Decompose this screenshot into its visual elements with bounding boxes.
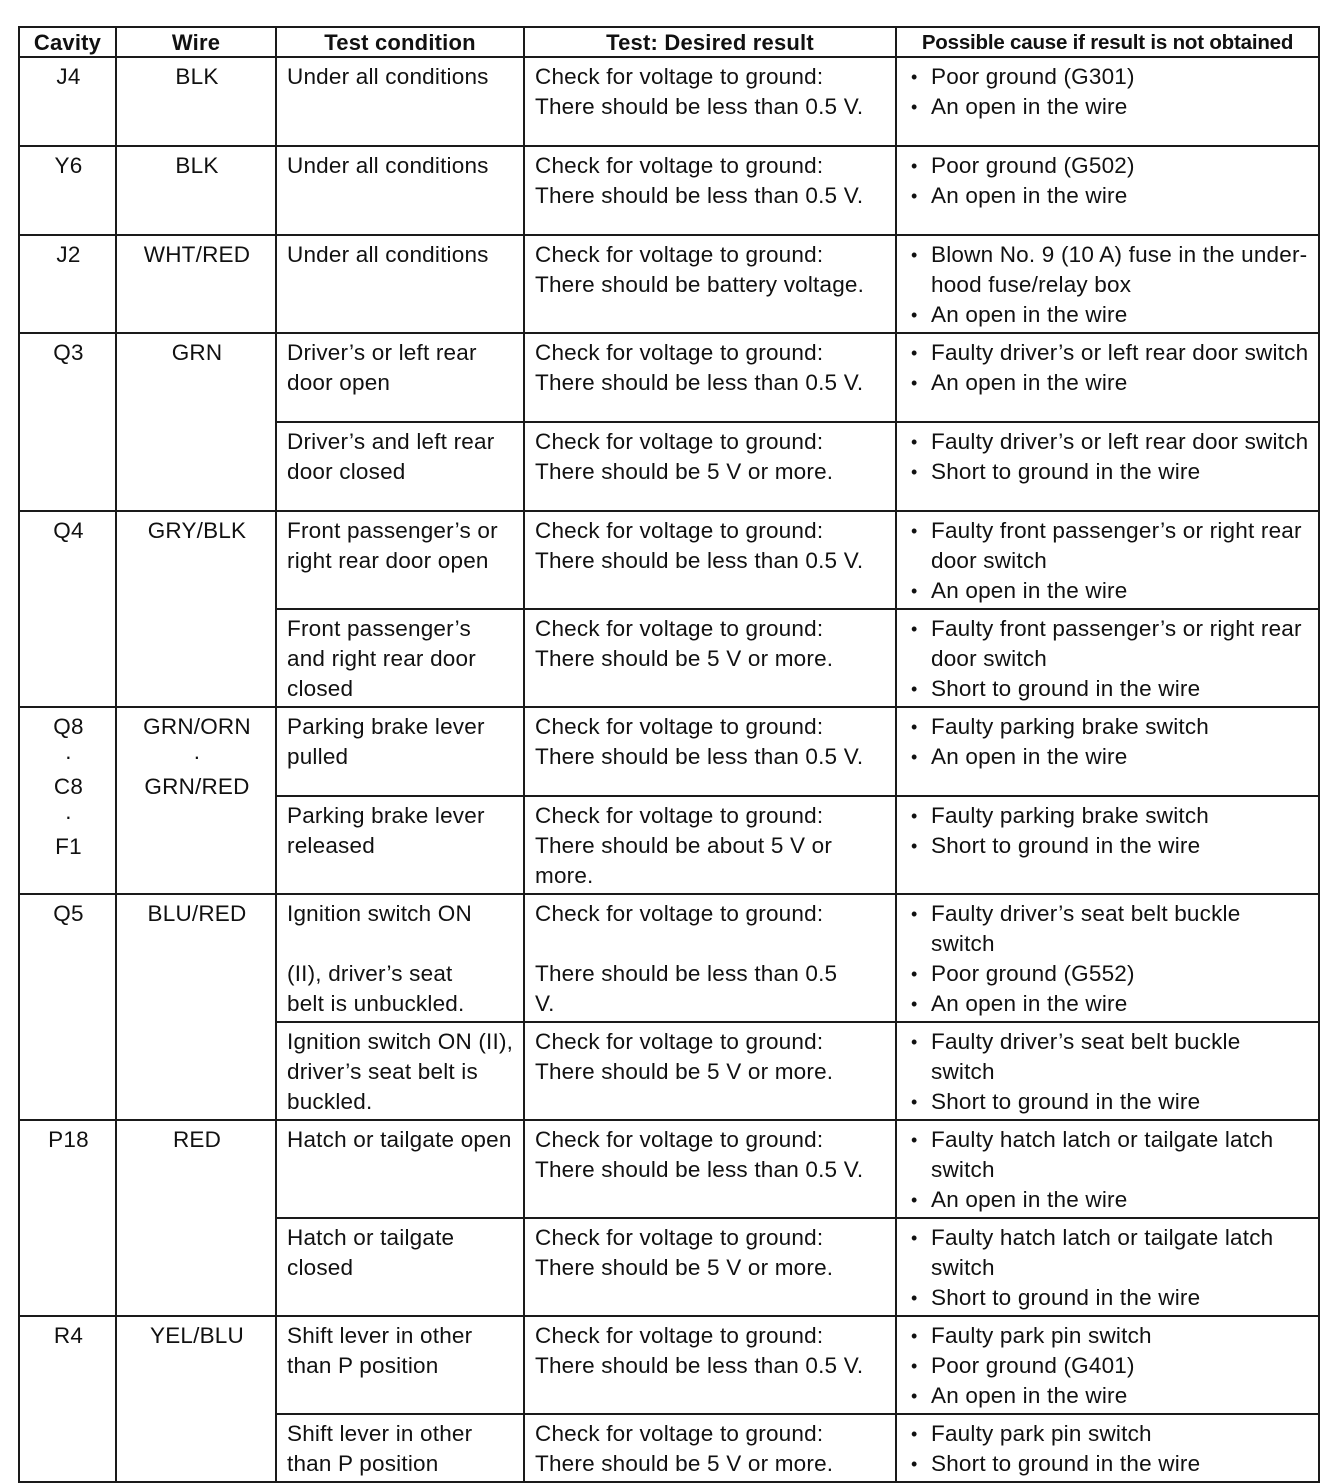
header-test-condition: Test condition bbox=[276, 27, 524, 57]
cavity-cell-line: Q3 bbox=[53, 340, 84, 365]
desired-result-cell: Check for voltage to ground: There should be 5 V or more. bbox=[524, 1414, 896, 1482]
cause-item: • Poor ground (G401) bbox=[907, 1351, 1310, 1381]
cavity-cell-line: Q5 bbox=[53, 901, 84, 926]
wire-cell bbox=[116, 333, 276, 511]
table-body bbox=[19, 57, 1319, 1482]
cause-item: • An open in the wire bbox=[907, 300, 1310, 330]
possible-cause-cell bbox=[896, 146, 1319, 235]
cause-item: • An open in the wire bbox=[907, 989, 1310, 1019]
desired-result-cell: Check for voltage to ground: There should be less than 0.5 V. bbox=[524, 1120, 896, 1218]
test-condition-cell: Driver’s or left rear door open bbox=[276, 333, 524, 422]
test-condition-cell: Under all conditions bbox=[276, 235, 524, 333]
desired-result-cell: Check for voltage to ground: There should be battery voltage. bbox=[524, 235, 896, 333]
cause-item: • Short to ground in the wire bbox=[907, 831, 1310, 861]
desired-result-cell-line: V. bbox=[535, 991, 555, 1016]
cause-list bbox=[907, 62, 1310, 122]
possible-cause-cell bbox=[896, 1218, 1319, 1316]
cavity-cell-line: J2 bbox=[56, 242, 81, 267]
table-row bbox=[19, 57, 1319, 146]
table-row bbox=[19, 707, 1319, 796]
wire-cell bbox=[116, 894, 276, 1120]
possible-cause-cell bbox=[896, 1414, 1319, 1482]
cause-list bbox=[907, 614, 1310, 704]
cause-list bbox=[907, 712, 1310, 772]
wire-cell-line: RED bbox=[172, 1127, 222, 1152]
cavity-cell-line: Q4 bbox=[53, 518, 84, 543]
cause-item: • Faulty parking brake switch bbox=[907, 801, 1310, 831]
cause-item: • Short to ground in the wire bbox=[907, 674, 1310, 704]
cause-item: • Short to ground in the wire bbox=[907, 457, 1310, 487]
desired-result-cell: Check for voltage to ground: There should be about 5 V or more. bbox=[524, 796, 896, 894]
possible-cause-cell bbox=[896, 894, 1319, 1022]
cavity-cell bbox=[19, 235, 116, 333]
header-row bbox=[19, 27, 1319, 57]
cause-list bbox=[907, 1321, 1310, 1411]
cause-item: • Poor ground (G502) bbox=[907, 151, 1310, 181]
test-condition-cell: Front passenger’s and right rear door closed bbox=[276, 609, 524, 707]
cause-item: • Poor ground (G301) bbox=[907, 62, 1310, 92]
cause-item: • An open in the wire bbox=[907, 1381, 1310, 1411]
cause-item: • An open in the wire bbox=[907, 368, 1310, 398]
cavity-cell bbox=[19, 333, 116, 511]
cause-item: • Faulty park pin switch bbox=[907, 1419, 1310, 1449]
table-row bbox=[19, 1120, 1319, 1218]
table-row bbox=[19, 894, 1319, 1022]
cause-list bbox=[907, 1223, 1310, 1313]
cause-item: • Faulty front passenger’s or right rear door switch bbox=[907, 614, 1310, 674]
wire-cell-line: WHT/RED bbox=[143, 242, 251, 267]
possible-cause-cell bbox=[896, 1316, 1319, 1414]
cause-item: • Blown No. 9 (10 A) fuse in the under-hood fuse/relay box bbox=[907, 240, 1310, 300]
wire-cell-line: GRN bbox=[171, 340, 223, 365]
wire-cell bbox=[116, 1316, 276, 1482]
cavity-cell-line: · bbox=[64, 744, 73, 769]
desired-result-cell: Check for voltage to ground: There should be less than 0.5 V. bbox=[524, 57, 896, 146]
test-condition-cell: Under all conditions bbox=[276, 57, 524, 146]
test-condition-cell: Parking brake lever pulled bbox=[276, 707, 524, 796]
cause-item: • Short to ground in the wire bbox=[907, 1283, 1310, 1313]
desired-result-cell: Check for voltage to ground: There should be less than 0.5 V. bbox=[524, 511, 896, 609]
cause-item: • Faulty front passenger’s or right rear door switch bbox=[907, 516, 1310, 576]
possible-cause-cell bbox=[896, 511, 1319, 609]
cause-item: • An open in the wire bbox=[907, 92, 1310, 122]
cavity-cell-line: R4 bbox=[53, 1323, 84, 1348]
cause-list bbox=[907, 1125, 1310, 1215]
cavity-cell-line: J4 bbox=[56, 64, 81, 89]
desired-result-cell: Check for voltage to ground: There should be less than 0.5 V. bbox=[524, 1316, 896, 1414]
cause-list bbox=[907, 240, 1310, 330]
wire-cell-line: GRY/BLK bbox=[147, 518, 247, 543]
cause-list bbox=[907, 151, 1310, 211]
desired-result-cell: Check for voltage to ground: There should be less than 0.5 V. bbox=[524, 146, 896, 235]
header-desired-result: Test: Desired result bbox=[524, 27, 896, 57]
cause-item: • Faulty driver’s or left rear door switch bbox=[907, 338, 1310, 368]
cause-item: • An open in the wire bbox=[907, 576, 1310, 606]
test-condition-cell-gap bbox=[287, 929, 515, 959]
header-cavity: Cavity bbox=[19, 27, 116, 57]
wire-cell bbox=[116, 707, 276, 894]
cavity-cell bbox=[19, 511, 116, 707]
wire-cell-line: BLU/RED bbox=[147, 901, 247, 926]
cavity-cell-line: Q8 bbox=[53, 714, 84, 739]
possible-cause-cell bbox=[896, 796, 1319, 894]
cause-item: • Faulty parking brake switch bbox=[907, 712, 1310, 742]
cause-list bbox=[907, 516, 1310, 606]
cavity-cell-line: F1 bbox=[55, 834, 82, 859]
cavity-cell-line: C8 bbox=[53, 774, 84, 799]
desired-result-cell bbox=[524, 894, 896, 1022]
desired-result-cell: Check for voltage to ground: There should be 5 V or more. bbox=[524, 609, 896, 707]
cause-item: • Faulty hatch latch or tailgate latch switch bbox=[907, 1125, 1310, 1185]
wire-cell-line: YEL/BLU bbox=[150, 1323, 244, 1348]
wire-cell bbox=[116, 57, 276, 146]
test-condition-cell: Parking brake lever released bbox=[276, 796, 524, 894]
wire-cell-line: BLK bbox=[175, 64, 219, 89]
cavity-cell bbox=[19, 1316, 116, 1482]
wire-cell-line: GRN/RED bbox=[144, 774, 250, 799]
cause-item: • Faulty hatch latch or tailgate latch switch bbox=[907, 1223, 1310, 1283]
cavity-cell bbox=[19, 1120, 116, 1316]
possible-cause-cell bbox=[896, 707, 1319, 796]
header-possible-cause: Possible cause if result is not obtained bbox=[896, 27, 1319, 57]
table-row bbox=[19, 146, 1319, 235]
test-condition-cell: Hatch or tailgate open bbox=[276, 1120, 524, 1218]
cause-item: • Faulty driver’s seat belt buckle switch bbox=[907, 899, 1310, 959]
possible-cause-cell bbox=[896, 422, 1319, 511]
cause-item: • Faulty driver’s or left rear door switch bbox=[907, 427, 1310, 457]
header-wire: Wire bbox=[116, 27, 276, 57]
cavity-cell-line: · bbox=[64, 804, 73, 829]
possible-cause-cell bbox=[896, 333, 1319, 422]
test-condition-cell: Front passenger’s or right rear door open bbox=[276, 511, 524, 609]
cause-list bbox=[907, 338, 1310, 398]
desired-result-cell-line: Check for voltage to ground: bbox=[535, 901, 824, 926]
desired-result-cell: Check for voltage to ground: There should be 5 V or more. bbox=[524, 1022, 896, 1120]
wire-cell-line: GRN/ORN bbox=[143, 714, 251, 739]
diagnostic-table bbox=[18, 26, 1320, 1483]
test-condition-cell: Shift lever in other than P position bbox=[276, 1316, 524, 1414]
cause-list bbox=[907, 427, 1310, 487]
cause-item: • Faulty park pin switch bbox=[907, 1321, 1310, 1351]
diagnostic-table-wrapper bbox=[18, 26, 1318, 1483]
table-row bbox=[19, 1316, 1319, 1414]
wire-cell bbox=[116, 1120, 276, 1316]
cause-item: • An open in the wire bbox=[907, 1185, 1310, 1215]
test-condition-cell: Hatch or tailgate closed bbox=[276, 1218, 524, 1316]
cause-item: • Short to ground in the wire bbox=[907, 1087, 1310, 1117]
test-condition-cell-line: belt is unbuckled. bbox=[287, 991, 465, 1016]
test-condition-cell-line: (II), driver’s seat bbox=[287, 961, 453, 986]
cause-item: • Faulty driver’s seat belt buckle switch bbox=[907, 1027, 1310, 1087]
possible-cause-cell bbox=[896, 57, 1319, 146]
desired-result-cell-line: There should be less than 0.5 bbox=[535, 961, 838, 986]
wire-cell-line: BLK bbox=[175, 153, 219, 178]
cause-list bbox=[907, 801, 1310, 861]
test-condition-cell: Under all conditions bbox=[276, 146, 524, 235]
possible-cause-cell bbox=[896, 1120, 1319, 1218]
possible-cause-cell bbox=[896, 1022, 1319, 1120]
test-condition-cell-line: Ignition switch ON bbox=[287, 901, 472, 926]
wire-cell-line: · bbox=[193, 744, 201, 769]
cause-item: • Short to ground in the wire bbox=[907, 1449, 1310, 1479]
cavity-cell bbox=[19, 146, 116, 235]
cause-list bbox=[907, 899, 1310, 1019]
table-row bbox=[19, 235, 1319, 333]
desired-result-cell: Check for voltage to ground: There should be less than 0.5 V. bbox=[524, 707, 896, 796]
desired-result-cell: Check for voltage to ground: There should be 5 V or more. bbox=[524, 1218, 896, 1316]
desired-result-cell-gap bbox=[535, 929, 887, 959]
possible-cause-cell bbox=[896, 235, 1319, 333]
desired-result-cell: Check for voltage to ground: There should be less than 0.5 V. bbox=[524, 333, 896, 422]
test-condition-cell: Driver’s and left rear door closed bbox=[276, 422, 524, 511]
test-condition-cell: Ignition switch ON (II), driver’s seat belt is buckled. bbox=[276, 1022, 524, 1120]
cause-list bbox=[907, 1419, 1310, 1479]
table-row bbox=[19, 333, 1319, 422]
wire-cell bbox=[116, 511, 276, 707]
test-condition-cell: Shift lever in other than P position bbox=[276, 1414, 524, 1482]
desired-result-cell: Check for voltage to ground: There should be 5 V or more. bbox=[524, 422, 896, 511]
cavity-cell bbox=[19, 57, 116, 146]
cavity-cell bbox=[19, 894, 116, 1120]
test-condition-cell bbox=[276, 894, 524, 1022]
cause-item: • An open in the wire bbox=[907, 181, 1310, 211]
cause-item: • An open in the wire bbox=[907, 742, 1310, 772]
possible-cause-cell bbox=[896, 609, 1319, 707]
table-row bbox=[19, 511, 1319, 609]
wire-cell bbox=[116, 235, 276, 333]
cause-item: • Poor ground (G552) bbox=[907, 959, 1310, 989]
cause-list bbox=[907, 1027, 1310, 1117]
cavity-cell bbox=[19, 707, 116, 894]
wire-cell bbox=[116, 146, 276, 235]
cavity-cell-line: P18 bbox=[48, 1127, 89, 1152]
cavity-cell-line: Y6 bbox=[54, 153, 83, 178]
